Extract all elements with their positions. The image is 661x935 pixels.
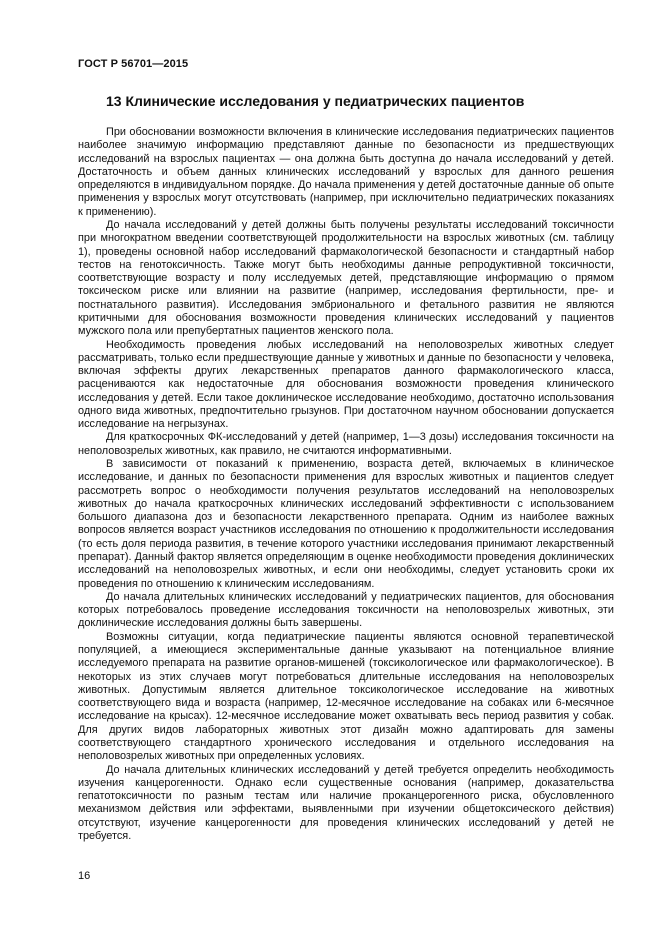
paragraph-4: Для краткосрочных ФК-исследований у детей (например, 1—3 дозы) исследования токсичности на неполовозрелых животных, как правило, не считаются информативными.: [78, 431, 614, 457]
paragraph-8: До начала длительных клинических исследований у детей требуется определить необходимость изучения канцерогенности. Однако если существенные основания (например, доказательства гепатотоксичности по разным тестам или наличие проканцерогенного риска, обусловленного механизмом действия или эффектами, выявленными при изучении общетоксического действия) отсутствуют, изучение канцерогенности для проведения клинических исследований у детей не требуется.: [78, 763, 614, 842]
paragraph-1: При обосновании возможности включения в клинические исследования педиатрических пациентов наиболее значимую информацию представляют данные по безопасности из предшествующих исследований на взрослых пациентах — она должна быть доступна до начала исследований у детей. Достаточность и объем данных клинических исследований у взрослых для данного решения определяются в индивидуальном порядке. До начала применения у детей достаточные данные об опыте применения у взрослых могут отсутствовать (например, при исключительно педиатрических показаниях к применению).: [78, 126, 614, 218]
paragraph-5: В зависимости от показаний к применению, возраста детей, включаемых в клиническое исследование, и данных по безопасности применения для взрослых животных и пациентов следует рассмотреть вопрос о необходимости получения результатов исследований на неполовозрелых животных до начала краткосрочных клинических исследований эффективности с использованием большого диапазона доз и безопасности лекарственного препарата. Одним из наиболее важных вопросов является возраст участников исследования по отношению к продолжительности исследования (то есть доля периода развития, в течение которого участники исследования принимают лекарственный препарат). Данный фактор является определяющим в оценке необходимости проведения доклинических исследований на неполовозрелых животных, и если они необходимы, следует установить сроки их проведения по отношению к клиническим исследованиям.: [78, 458, 614, 590]
paragraph-2: До начала исследований у детей должны быть получены результаты исследований токсичности при многократном введении соответствующей продолжительности на взрослых животных (см. таблицу 1), проведены основной набор исследований фармакологической безопасности и стандартный набор тестов на генотоксичность. Также могут быть необходимы данные репродуктивной токсичности, соответствующие возрасту и полу исследуемых детей, представляющие информацию о прямом токсическом риске или влиянии на развитие (например, исследования фертильности, пре- и постнатального развития). Исследования эмбрионального и фетального развития не являются критичными для обоснования возможности проведения клинических исследований у пациентов мужского пола или препубертатных пациентов женского пола.: [78, 218, 614, 338]
section-title: 13 Клинические исследования у педиатрических пациентов: [106, 93, 525, 109]
paragraph-3: Необходимость проведения любых исследований на неполовозрелых животных следует рассматривать, только если предшествующие данные у животных и данные по безопасности у человека, включая эффекты других лекарственных препаратов данного фармакологического класса, расцениваются как недостаточные для обоснования возможности проведения клинического исследования у детей. Если такое доклиническое исследование необходимо, достаточно использования одного вида животных, предпочтительно грызунов. При достаточном научном обосновании допускается исследование на негрызунах.: [78, 338, 614, 431]
paragraph-6: До начала длительных клинических исследований у педиатрических пациентов, для обоснования которых потребовалось проведение исследования токсичности на неполовозрелых животных, эти доклинические исследования должны быть завершены.: [78, 590, 614, 630]
section-body: [78, 126, 614, 843]
paragraph-7: Возможны ситуации, когда педиатрические пациенты являются основной терапевтической популяцией, а имеющиеся экспериментальные данные указывают на потенциальное влияние исследуемого препарата на развитие органов-мишеней (токсикологическое или фармакологическое). В некоторых из этих случаев могут потребоваться длительные исследования на неполовозрелых животных. Допустимым является длительное токсикологическое исследование на животных соответствующего вида и возраста (например, 12-месячное исследование на собаках или 6-месячное исследование на крысах). 12-месячное исследование может охватывать весь период развития у собак. Для других видов лабораторных животных этот дизайн можно адаптировать для замены соответствующего стандартного хронического исследования и отдельного исследования на неполовозрелых животных при определенных условиях.: [78, 630, 614, 763]
page-number: 16: [78, 870, 91, 882]
standard-header: ГОСТ Р 56701—2015: [78, 58, 189, 70]
